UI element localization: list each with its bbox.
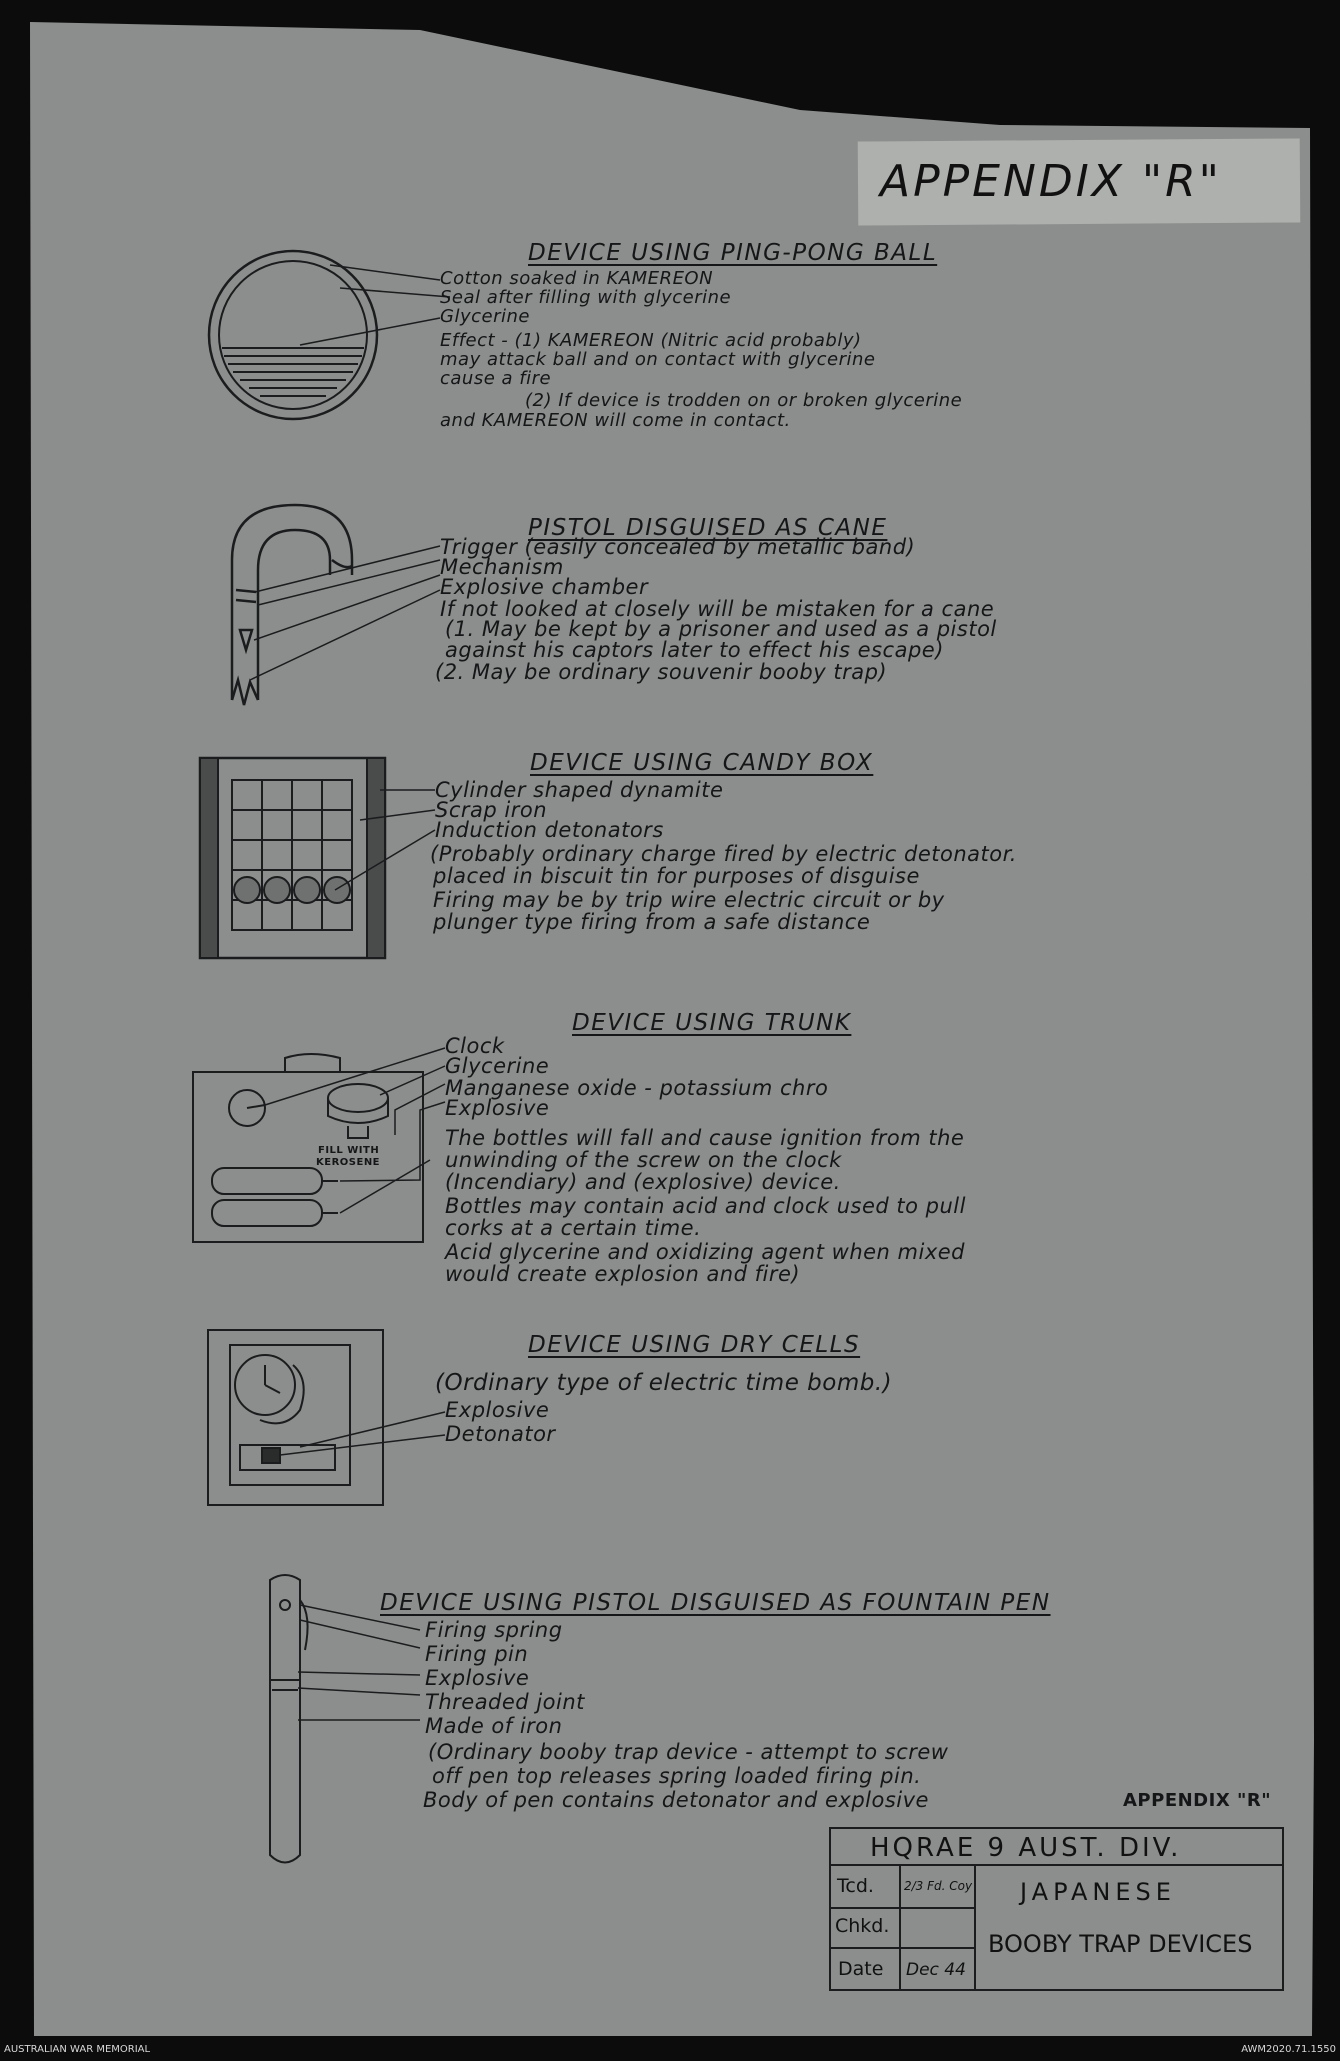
trunk-note-4: Bottles may contain acid and clock used to pull (445, 1194, 966, 1218)
cane-note-4: (2. May be ordinary souvenir booby trap) (435, 660, 888, 684)
footer-source: AUSTRALIAN WAR MEMORIAL (4, 2044, 151, 2055)
title-block-date-value: Dec 44 (906, 1960, 966, 1980)
candy-box-title: DEVICE USING CANDY BOX (530, 750, 874, 776)
trunk-title: DEVICE USING TRUNK (572, 1010, 852, 1036)
title-block-subject-line-1: JAPANESE (1020, 1878, 1176, 1906)
ping-pong-note-3: cause a fire (440, 368, 552, 389)
fountain-pen-note-3: Body of pen contains detonator and explosive (423, 1788, 929, 1812)
title-block-unit: HQRAE 9 AUST. DIV. (870, 1833, 1182, 1863)
ping-pong-note-5: and KAMEREON will come in contact. (440, 410, 791, 431)
title-block-traced-label: Tcd. (837, 1875, 874, 1897)
cane-title: PISTOL DISGUISED AS CANE (528, 515, 888, 541)
fountain-pen-note-1: (Ordinary booby trap device - attempt to screw (428, 1740, 949, 1764)
candy-box-label-3: Induction detonators (435, 818, 664, 842)
trunk-note-5: corks at a certain time. (445, 1216, 702, 1240)
cane-label-3: Explosive chamber (440, 575, 649, 599)
ping-pong-note-4: (2) If device is trodden on or broken glycerine (525, 390, 963, 411)
dry-cells-label-1: Explosive (445, 1398, 550, 1422)
fountain-pen-title: DEVICE USING PISTOL DISGUISED AS FOUNTAIN PEN (380, 1590, 1051, 1616)
cane-label-2: Mechanism (440, 555, 564, 579)
trunk-label-3: Manganese oxide - potassium chro (445, 1076, 829, 1100)
fountain-pen-label-3: Explosive (425, 1666, 530, 1690)
cane-note-3: against his captors later to effect his escape) (445, 638, 944, 662)
fountain-pen-label-4: Threaded joint (425, 1690, 585, 1714)
ping-pong-label-3: Glycerine (440, 306, 530, 327)
cane-note-2: (1. May be kept by a prisoner and used as a pistol (445, 617, 997, 641)
footer-accession-id: AWM2020.71.1550 (1241, 2044, 1336, 2055)
fountain-pen-note-2: off pen top releases spring loaded firing pin. (432, 1764, 922, 1788)
title-block-subject-line-2: BOOBY TRAP DEVICES (988, 1930, 1253, 1958)
ping-pong-label-2: Seal after filling with glycerine (440, 287, 732, 308)
trunk-label-2: Glycerine (445, 1054, 550, 1078)
dry-cells-label-2: Detonator (445, 1422, 556, 1446)
fountain-pen-label-5: Made of iron (425, 1714, 563, 1738)
fountain-pen-label-1: Firing spring (425, 1618, 563, 1642)
ping-pong-label-1: Cotton soaked in KAMEREON (440, 268, 714, 289)
trunk-note-6: Acid glycerine and oxidizing agent when mixed (445, 1240, 966, 1264)
ping-pong-title: DEVICE USING PING-PONG BALL (528, 240, 938, 266)
dry-cells-title: DEVICE USING DRY CELLS (528, 1332, 861, 1358)
trunk-note-2: unwinding of the screw on the clock (445, 1148, 842, 1172)
trunk-label-4: Explosive (445, 1096, 550, 1120)
trunk-figure-caption-2: KEROSENE (316, 1157, 381, 1168)
trunk-note-7: would create explosion and fire) (445, 1262, 801, 1286)
title-block-traced-value: 2/3 Fd. Coy (904, 1879, 973, 1893)
ping-pong-note-1: Effect - (1) KAMEREON (Nitric acid probably) (440, 330, 862, 351)
appendix-title: APPENDIX "R" (880, 156, 1222, 207)
ping-pong-note-2: may attack ball and on contact with glycerine (440, 349, 876, 370)
title-block-checked-label: Chkd. (835, 1915, 890, 1937)
candy-box-note-2: placed in biscuit tin for purposes of disguise (433, 864, 920, 888)
title-block-date-label: Date (838, 1958, 884, 1980)
cane-label-1: Trigger (easily concealed by metallic band) (440, 535, 916, 559)
candy-box-label-1: Cylinder shaped dynamite (435, 778, 724, 802)
trunk-note-1: The bottles will fall and cause ignition from the (445, 1126, 965, 1150)
trunk-label-1: Clock (445, 1034, 505, 1058)
candy-box-note-3: Firing may be by trip wire electric circuit or by (433, 888, 945, 912)
fountain-pen-label-2: Firing pin (425, 1642, 529, 1666)
trunk-note-3: (Incendiary) and (explosive) device. (445, 1170, 841, 1194)
cane-note-1: If not looked at closely will be mistaken for a cane (440, 597, 995, 621)
candy-box-note-1: (Probably ordinary charge fired by electric detonator. (430, 842, 1017, 866)
candy-box-note-4: plunger type firing from a safe distance (433, 910, 871, 934)
candy-box-label-2: Scrap iron (435, 798, 548, 822)
appendix-corner-label: APPENDIX "R" (1123, 1790, 1272, 1811)
trunk-figure-caption-1: FILL WITH (318, 1145, 380, 1156)
dry-cells-note-1: (Ordinary type of electric time bomb.) (435, 1370, 893, 1396)
